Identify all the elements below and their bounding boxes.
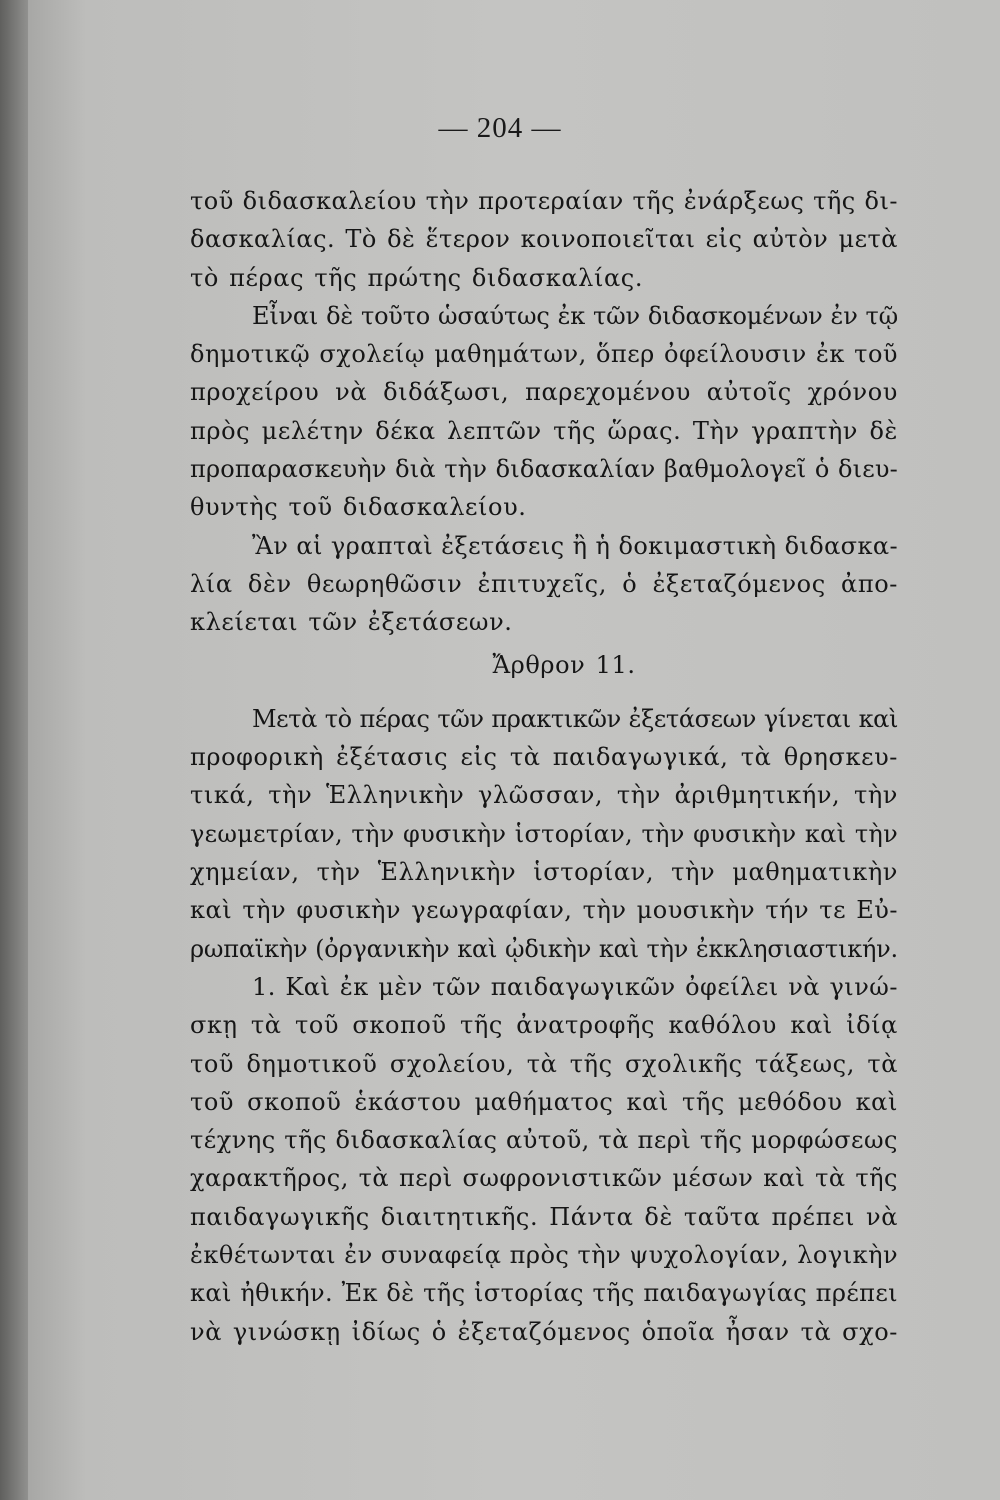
text-line: πρὸς μελέτην δέκα λεπτῶν τῆς ὥρας. Τὴν γραπτὴν δὲ (190, 416, 898, 445)
text-line: σκῃ τὰ τοῦ σκοποῦ τῆς ἀνατροφῆς καθόλου καὶ ἰδίᾳ (190, 1011, 898, 1040)
text-line: ἐκθέτωνται ἐν συναφείᾳ πρὸς τὴν ψυχολογίαν, λογικὴν (190, 1241, 899, 1270)
body-text (190, 182, 898, 1351)
text-line: τοῦ δημοτικοῦ σχολείου, τὰ τῆς σχολικῆς τάξεως, τὰ (190, 1049, 898, 1078)
text-line: Ἂν αἱ γραπταὶ ἐξετάσεις ἢ ἡ δοκιμαστικὴ διδασκα- (252, 531, 898, 560)
text-line: Εἶναι δὲ τοῦτο ὡσαύτως ἐκ τῶν διδασκομένων ἐν τῷ (252, 301, 898, 330)
text-line: καὶ τὴν φυσικὴν γεωγραφίαν, τὴν μουσικὴν τήν τε Εὐ- (190, 896, 898, 925)
text-line: καὶ ἠθικήν. Ἐκ δὲ τῆς ἱστορίας τῆς παιδαγωγίας πρέπει (190, 1279, 898, 1308)
text-line: χημείαν, τὴν Ἑλληνικὴν ἱστορίαν, τὴν μαθηματικὴν (190, 858, 898, 887)
text-line: παιδαγωγικῆς διαιτητικῆς. Πάντα δὲ ταῦτα πρέπει νὰ (190, 1202, 898, 1231)
text-line: λία δὲν θεωρηθῶσιν ἐπιτυχεῖς, ὁ ἐξεταζόμενος ἀπο- (190, 569, 898, 598)
text-line: ρωπαϊκὴν (ὀργανικὴν καὶ ᾠδικὴν καὶ τὴν ἐκκλησιαστικήν. (190, 934, 898, 963)
page-number: — 204 — (438, 112, 562, 144)
text-line: προπαρασκευὴν διὰ τὴν διδασκαλίαν βαθμολογεῖ ὁ διευ- (190, 455, 898, 484)
paragraph (190, 968, 898, 1351)
paragraph (190, 700, 898, 968)
text-line: νὰ γινώσκῃ ἰδίως ὁ ἐξεταζόμενος ὁποῖα ἦσαν τὰ σχο- (190, 1317, 898, 1346)
text-line: τικά, τὴν Ἑλληνικὴν γλῶσσαν, τὴν ἀριθμητικήν, τὴν (190, 781, 898, 810)
text-line: 1. Καὶ ἐκ μὲν τῶν παιδαγωγικῶν ὀφείλει νὰ γινώ- (252, 972, 898, 1001)
text-line: θυντὴς τοῦ διδασκαλείου. (190, 493, 527, 522)
text-line: δημοτικῷ σχολείῳ μαθημάτων, ὅπερ ὀφείλουσιν ἐκ τοῦ (190, 340, 898, 369)
text-line: δασκαλίας. Τὸ δὲ ἕτερον κοινοποιεῖται εἰς αὐτὸν μετὰ (190, 225, 898, 254)
paragraph (190, 297, 898, 527)
paragraph (190, 527, 898, 642)
text-line: Μετὰ τὸ πέρας τῶν πρακτικῶν ἐξετάσεων γίνεται καὶ (252, 704, 898, 733)
text-line: τέχνης τῆς διδασκαλίας αὐτοῦ, τὰ περὶ τῆς μορφώσεως (190, 1126, 898, 1155)
text-line: τοῦ διδασκαλείου τὴν προτεραίαν τῆς ἐνάρξεως τῆς δι- (190, 187, 898, 215)
text-line: προχείρου νὰ διδάξωσι, παρεχομένου αὐτοῖς χρόνου (190, 378, 898, 407)
text-line: τὸ πέρας τῆς πρώτης διδασκαλίας. (190, 263, 644, 292)
text-line: γεωμετρίαν, τὴν φυσικὴν ἱστορίαν, τὴν φυσικὴν καὶ τὴν (190, 819, 898, 848)
paragraph (190, 182, 898, 297)
text-line: προφορικὴ ἐξέτασις εἰς τὰ παιδαγωγικά, τὰ θρησκευ- (190, 743, 898, 772)
text-line: χαρακτῆρος, τὰ περὶ σωφρονιστικῶν μέσων καὶ τὰ τῆς (190, 1164, 898, 1193)
article-heading: Ἄρθρον 11. (492, 650, 636, 679)
text-line: τοῦ σκοποῦ ἑκάστου μαθήματος καὶ τῆς μεθόδου καὶ (190, 1087, 898, 1116)
text-line: κλείεται τῶν ἐξετάσεων. (190, 608, 513, 637)
